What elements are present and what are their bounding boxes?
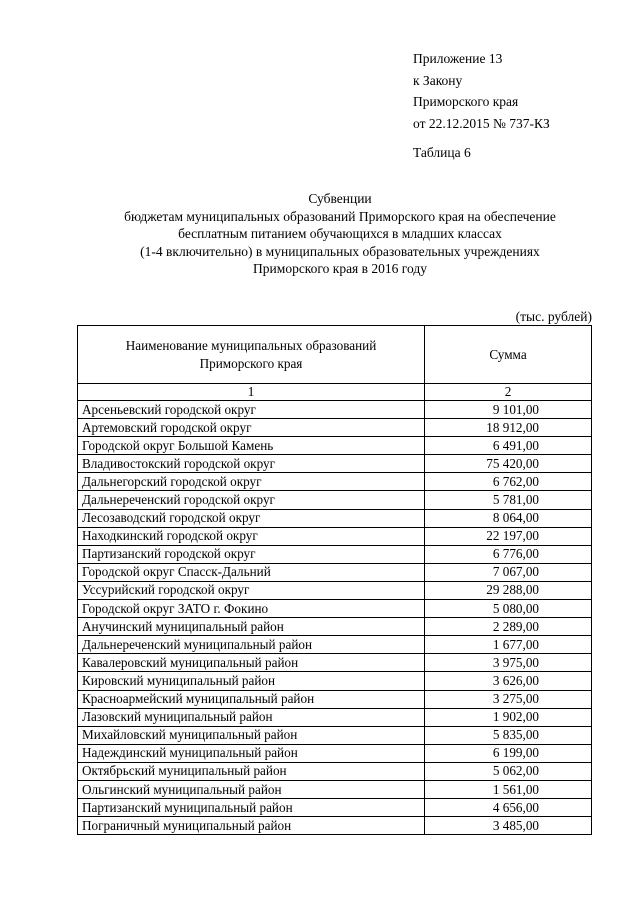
municipality-name-cell: Кировский муниципальный район: [78, 672, 425, 690]
table-row: [78, 491, 592, 509]
municipality-name-cell: Городской округ Большой Камень: [78, 437, 425, 455]
title-line: бюджетам муниципальных образований Приморского края на обеспечение: [124, 208, 556, 224]
table-header-row: [78, 326, 592, 384]
amount-cell: 22 197,00: [425, 527, 592, 545]
amount-cell: 1 902,00: [425, 708, 592, 726]
amount-cell: 1 677,00: [425, 636, 592, 654]
municipality-name-cell: Михайловский муниципальный район: [78, 726, 425, 744]
table-row: [78, 455, 592, 473]
table-row: [78, 744, 592, 762]
table-row: [78, 527, 592, 545]
amount-cell: 6 199,00: [425, 744, 592, 762]
municipality-name-cell: Владивостокский городской округ: [78, 455, 425, 473]
table-row: [78, 545, 592, 563]
municipality-name-cell: Дальнереченский городской округ: [78, 491, 425, 509]
table-row: [78, 799, 592, 817]
amount-cell: 75 420,00: [425, 455, 592, 473]
amount-cell: 3 626,00: [425, 672, 592, 690]
amount-cell: 5 062,00: [425, 762, 592, 780]
table-row: [78, 780, 592, 798]
municipality-name-cell: Городской округ Спасск-Дальний: [78, 563, 425, 581]
amount-cell: 5 781,00: [425, 491, 592, 509]
table-row: [78, 690, 592, 708]
table-row: [78, 654, 592, 672]
municipality-name-cell: Ольгинский муниципальный район: [78, 780, 425, 798]
table-row: [78, 636, 592, 654]
table-row: [78, 726, 592, 744]
amount-cell: 3 275,00: [425, 690, 592, 708]
municipality-name-cell: Лазовский муниципальный район: [78, 708, 425, 726]
municipality-name-cell: Лесозаводский городской округ: [78, 509, 425, 527]
municipality-name-cell: Городской округ ЗАТО г. Фокино: [78, 600, 425, 618]
title-line: (1-4 включительно) в муниципальных образовательных учреждениях: [140, 243, 540, 259]
municipality-name-cell: Арсеньевский городской округ: [78, 401, 425, 419]
table-row: [78, 817, 592, 835]
amount-cell: 4 656,00: [425, 799, 592, 817]
municipality-name-cell: Октябрьский муниципальный район: [78, 762, 425, 780]
municipality-name-cell: Уссурийский городской округ: [78, 581, 425, 599]
amount-cell: 8 064,00: [425, 509, 592, 527]
table-row: [78, 708, 592, 726]
annex-block: [413, 48, 550, 134]
municipality-name-cell: Партизанский муниципальный район: [78, 799, 425, 817]
amount-cell: 6 776,00: [425, 545, 592, 563]
column-number-row: [78, 384, 592, 401]
table-row: [78, 419, 592, 437]
table-row: [78, 672, 592, 690]
municipality-name-cell: Дальнегорский городской округ: [78, 473, 425, 491]
header-sum-cell: Сумма: [425, 326, 592, 384]
amount-cell: 6 762,00: [425, 473, 592, 491]
title-line: Приморского края в 2016 году: [253, 261, 427, 276]
municipality-name-cell: Анучинский муниципальный район: [78, 618, 425, 636]
title-line: Субвенции: [308, 191, 372, 206]
amount-cell: 7 067,00: [425, 563, 592, 581]
column-number-2: 2: [425, 384, 592, 401]
amount-cell: 1 561,00: [425, 780, 592, 798]
amount-cell: 5 080,00: [425, 600, 592, 618]
municipality-name-cell: Находкинский городской округ: [78, 527, 425, 545]
amount-cell: 6 491,00: [425, 437, 592, 455]
municipality-name-cell: Дальнереченский муниципальный район: [78, 636, 425, 654]
title-line: бесплатным питанием обучающихся в младших классах: [178, 226, 502, 241]
subsidy-table: [77, 325, 592, 835]
table-row: [78, 509, 592, 527]
municipality-name-cell: Пограничный муниципальный район: [78, 817, 425, 835]
municipality-name-cell: Артемовский городской округ: [78, 419, 425, 437]
column-number-1: 1: [78, 384, 425, 401]
amount-cell: 3 975,00: [425, 654, 592, 672]
municipality-name-cell: Надеждинский муниципальный район: [78, 744, 425, 762]
amount-cell: 3 485,00: [425, 817, 592, 835]
table-row: [78, 401, 592, 419]
table-row: [78, 437, 592, 455]
annex-line: к Закону: [413, 72, 463, 88]
table-row: [78, 581, 592, 599]
municipality-name-cell: Красноармейский муниципальный район: [78, 690, 425, 708]
municipality-name-cell: Кавалеровский муниципальный район: [78, 654, 425, 672]
table-row: [78, 473, 592, 491]
amount-cell: 2 289,00: [425, 618, 592, 636]
table-row: [78, 600, 592, 618]
amount-cell: 18 912,00: [425, 419, 592, 437]
annex-line: от 22.12.2015 № 737-КЗ: [413, 115, 550, 131]
header-name-line: Приморского края: [199, 355, 303, 371]
units-label: (тыс. рублей): [515, 309, 592, 324]
amount-cell: 9 101,00: [425, 401, 592, 419]
header-name-line: Наименование муниципальных образований: [125, 337, 377, 353]
table-row: [78, 563, 592, 581]
document-title: [60, 190, 620, 278]
amount-cell: 5 835,00: [425, 726, 592, 744]
amount-cell: 29 288,00: [425, 581, 592, 599]
annex-line: Приложение 13: [413, 51, 503, 66]
header-name-cell: [78, 326, 425, 384]
municipality-name-cell: Партизанский городской округ: [78, 545, 425, 563]
table-row: [78, 762, 592, 780]
table-label: Таблица 6: [413, 145, 471, 160]
table-row: [78, 618, 592, 636]
annex-line: Приморского края: [413, 94, 519, 109]
